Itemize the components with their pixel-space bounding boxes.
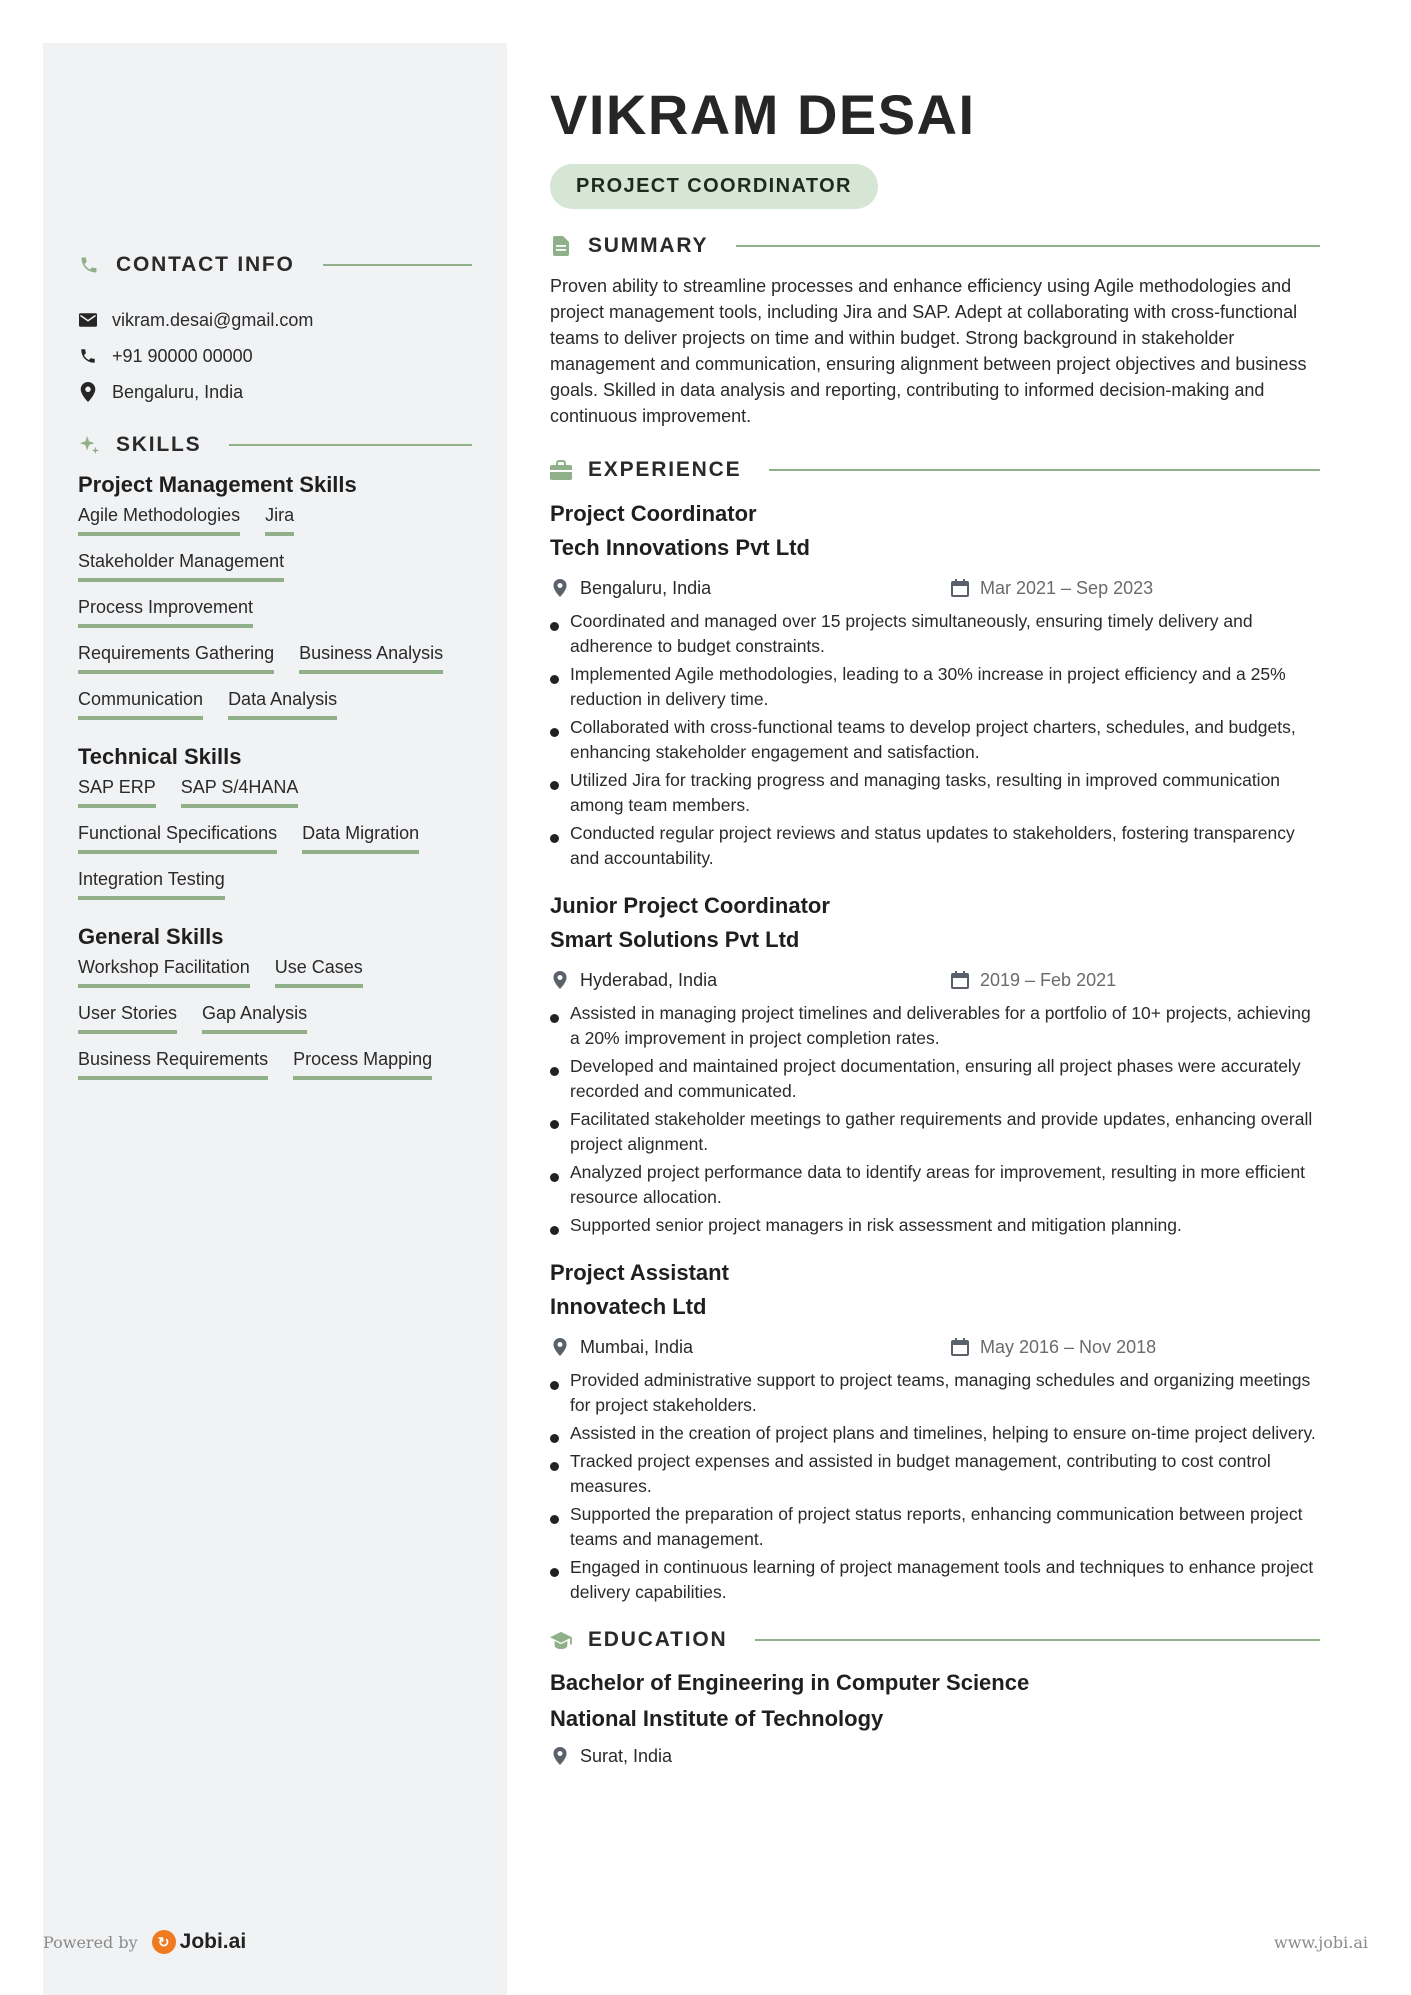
- contact-email: [78, 302, 472, 338]
- skill-chip: SAP S/4HANA: [181, 776, 299, 808]
- skill-chip: Integration Testing: [78, 868, 225, 900]
- skill-group: [78, 472, 472, 734]
- location-pin-icon: [550, 970, 570, 990]
- job-title: Project Assistant: [550, 1260, 729, 1285]
- education-location: [550, 1746, 950, 1767]
- calendar-icon: [950, 578, 970, 598]
- education-heading-row: [550, 1623, 1320, 1657]
- calendar-icon: [950, 970, 970, 990]
- summary-text: Proven ability to streamline processes and enhance efficiency using Agile methodologies and project management tools, including Jira and SAP. Adept at collaborating with cross-functional teams to deliver projects on time and within budget. Strong background in stakeholder management and communication, ensuring alignment between project objectives and business goals. Skilled in data analysis and reporting, contributing to informed decision-making and continuous improvement.: [550, 276, 1307, 426]
- phone-icon: [78, 254, 100, 276]
- skills-heading-row: [78, 428, 472, 462]
- job-location: [550, 1337, 950, 1358]
- location-pin-icon: [550, 1337, 570, 1357]
- job-bullet: Analyzed project performance data to identify areas for improvement, resulting in more efficient resource allocation.: [550, 1160, 1320, 1210]
- contact-phone: [78, 338, 472, 374]
- candidate-name: VIKRAM DESAI: [550, 83, 976, 146]
- job-bullet: Conducted regular project reviews and status updates to stakeholders, fostering transparency and accountability.: [550, 821, 1320, 871]
- job-dates: [950, 1337, 1156, 1358]
- email-text[interactable]: vikram.desai@gmail.com: [112, 309, 314, 330]
- skill-chip: Business Analysis: [299, 642, 443, 674]
- skills-heading: SKILLS: [116, 433, 202, 456]
- skill-chip: Stakeholder Management: [78, 550, 284, 582]
- job-location: [550, 578, 950, 599]
- skill-chip: Use Cases: [275, 956, 363, 988]
- contact-heading-divider: [323, 264, 472, 266]
- skill-group-title: General Skills: [78, 924, 224, 949]
- phone-icon: [78, 346, 98, 366]
- skill-group-title: Technical Skills: [78, 744, 242, 769]
- jobi-logo-icon: ↻: [152, 1930, 176, 1954]
- briefcase-icon: [550, 459, 572, 481]
- calendar-icon: [950, 1337, 970, 1357]
- job-dates: [950, 578, 1153, 599]
- skill-chip: Functional Specifications: [78, 822, 277, 854]
- location-text: Bengaluru, India: [112, 381, 244, 402]
- job-company: Tech Innovations Pvt Ltd: [550, 535, 810, 560]
- location-pin-icon: [550, 578, 570, 598]
- education-heading-divider: [755, 1639, 1320, 1641]
- job-bullet: Developed and maintained project documentation, ensuring all project phases were accurately recorded and communicated.: [550, 1054, 1320, 1104]
- education-degree: Bachelor of Engineering in Computer Science: [550, 1670, 1030, 1695]
- job-title-badge: PROJECT COORDINATOR: [550, 164, 878, 209]
- contact-heading-row: [78, 248, 472, 282]
- mail-icon: [78, 310, 98, 330]
- location-pin-icon: [78, 382, 98, 402]
- sparkle-icon: [78, 434, 100, 456]
- job-company: Innovatech Ltd: [550, 1294, 707, 1319]
- skill-chip: Requirements Gathering: [78, 642, 274, 674]
- job-bullet: Implemented Agile methodologies, leading to a 30% increase in project efficiency and a 25% reduction in delivery time.: [550, 662, 1320, 712]
- education-school: National Institute of Technology: [550, 1706, 884, 1731]
- skill-group: [78, 744, 472, 914]
- experience-heading-row: [550, 453, 1320, 487]
- job-bullets: [550, 1368, 1320, 1605]
- job-title: Project Coordinator: [550, 501, 757, 526]
- job-entry: [550, 497, 1320, 871]
- graduation-cap-icon: [550, 1629, 572, 1651]
- skill-chip: Business Requirements: [78, 1048, 268, 1080]
- main-content: [550, 80, 1320, 1773]
- contact-location: [78, 374, 472, 410]
- job-bullets: [550, 609, 1320, 871]
- jobi-logo[interactable]: [152, 1930, 247, 1954]
- skill-chips: [78, 504, 472, 734]
- phone-text: +91 90000 00000: [112, 345, 253, 366]
- skill-chip: Workshop Facilitation: [78, 956, 250, 988]
- skill-chips: [78, 956, 472, 1094]
- location-pin-icon: [550, 1746, 570, 1766]
- job-title: Junior Project Coordinator: [550, 893, 830, 918]
- job-bullet: Engaged in continuous learning of project management tools and techniques to enhance project delivery capabilities.: [550, 1555, 1320, 1605]
- skill-chip: Data Migration: [302, 822, 419, 854]
- job-bullet: Coordinated and managed over 15 projects simultaneously, ensuring timely delivery and adherence to budget constraints.: [550, 609, 1320, 659]
- skill-chip: Communication: [78, 688, 203, 720]
- jobi-logo-text: Jobi.ai: [179, 1930, 247, 1953]
- education-location-text: Surat, India: [580, 1745, 673, 1766]
- skill-chip: Agile Methodologies: [78, 504, 240, 536]
- job-dates-text: May 2016 – Nov 2018: [980, 1336, 1157, 1357]
- footer-powered-by: [43, 1930, 246, 1954]
- job-bullet: Collaborated with cross-functional teams to develop project charters, schedules, and budgets, enhancing stakeholder engagement and satisfaction.: [550, 715, 1320, 765]
- skill-chip: Gap Analysis: [202, 1002, 307, 1034]
- job-bullet: Utilized Jira for tracking progress and managing tasks, resulting in improved communication among team members.: [550, 768, 1320, 818]
- job-company: Smart Solutions Pvt Ltd: [550, 927, 800, 952]
- skill-chip: SAP ERP: [78, 776, 156, 808]
- skills-heading-divider: [229, 444, 472, 446]
- job-entry: [550, 889, 1320, 1238]
- job-dates: [950, 970, 1116, 991]
- job-location-text: Hyderabad, India: [580, 969, 718, 990]
- skill-chip: Jira: [265, 504, 294, 536]
- job-meta: [550, 1330, 1320, 1364]
- summary-heading-divider: [736, 245, 1320, 247]
- job-meta: [550, 963, 1320, 997]
- job-bullet: Supported the preparation of project status reports, enhancing communication between project teams and management.: [550, 1502, 1320, 1552]
- skill-chip: Process Mapping: [293, 1048, 432, 1080]
- skill-chip: User Stories: [78, 1002, 177, 1034]
- job-bullet: Assisted in the creation of project plans and timelines, helping to ensure on-time project delivery.: [550, 1421, 1320, 1446]
- document-icon: [550, 235, 572, 257]
- skill-chip: Process Improvement: [78, 596, 253, 628]
- job-bullet: Facilitated stakeholder meetings to gather requirements and provide updates, enhancing overall project alignment.: [550, 1107, 1320, 1157]
- contact-heading: CONTACT INFO: [116, 253, 295, 276]
- job-bullet: Assisted in managing project timelines and deliverables for a portfolio of 10+ projects, achieving a 20% improvement in project completion rates.: [550, 1001, 1320, 1051]
- skill-chip: Data Analysis: [228, 688, 337, 720]
- summary-heading-row: [550, 229, 1320, 263]
- education-heading: EDUCATION: [588, 1628, 728, 1651]
- sidebar-content: [78, 248, 472, 1094]
- job-bullets: [550, 1001, 1320, 1238]
- sidebar: [43, 43, 507, 1995]
- skill-group-title: Project Management Skills: [78, 472, 357, 497]
- job-location-text: Mumbai, India: [580, 1336, 694, 1357]
- education-entry: [550, 1665, 1320, 1773]
- education-meta: [550, 1739, 1320, 1773]
- job-dates-text: Mar 2021 – Sep 2023: [980, 577, 1154, 598]
- job-entry: [550, 1256, 1320, 1605]
- contact-list: [78, 302, 472, 410]
- job-location-text: Bengaluru, India: [580, 577, 712, 598]
- footer-url[interactable]: www.jobi.ai: [1274, 1933, 1368, 1952]
- job-bullet: Tracked project expenses and assisted in budget management, contributing to cost control measures.: [550, 1449, 1320, 1499]
- job-bullet: Supported senior project managers in risk assessment and mitigation planning.: [550, 1213, 1320, 1238]
- powered-by-text: Powered by: [43, 1932, 138, 1952]
- experience-heading-divider: [769, 469, 1320, 471]
- skill-chips: [78, 776, 472, 914]
- job-location: [550, 970, 950, 991]
- experience-heading: EXPERIENCE: [588, 458, 742, 481]
- skill-group: [78, 924, 472, 1094]
- job-meta: [550, 571, 1320, 605]
- job-dates-text: 2019 – Feb 2021: [980, 969, 1117, 990]
- summary-heading: SUMMARY: [588, 234, 709, 257]
- job-bullet: Provided administrative support to project teams, managing schedules and organizing meetings for project stakeholders.: [550, 1368, 1320, 1418]
